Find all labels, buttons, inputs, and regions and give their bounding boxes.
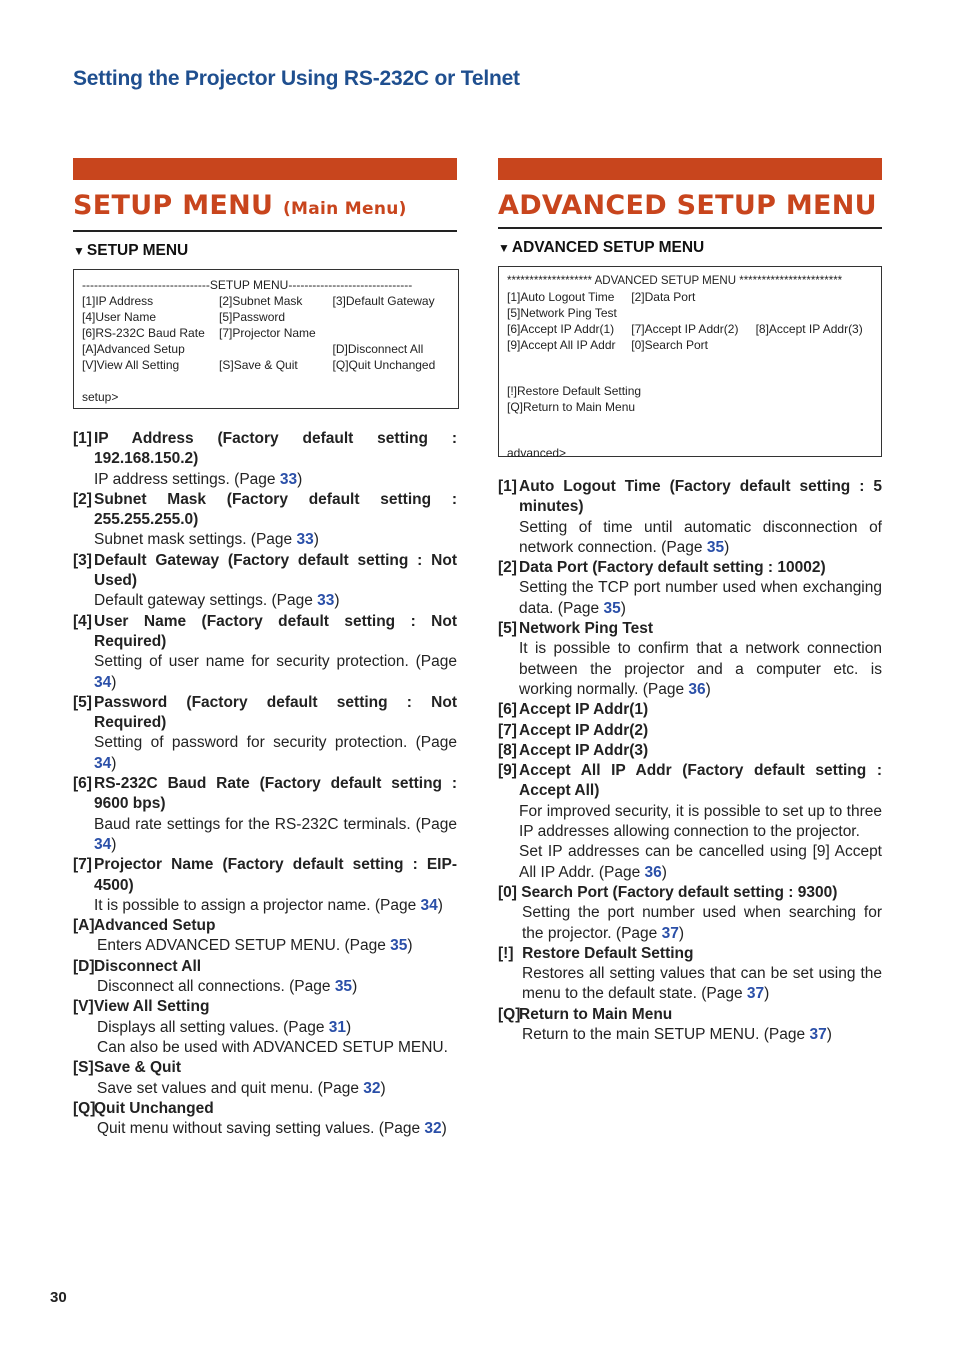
terminal-row	[507, 321, 873, 337]
triangle-down-icon: ▼	[73, 244, 85, 258]
section-color-bar	[73, 158, 457, 180]
menu-item-key: [1]	[73, 430, 92, 447]
menu-item-key: [7]	[498, 721, 517, 739]
menu-item-title: Default Gateway (Factory default setting : Not Used)	[94, 551, 462, 590]
description-text: IP address settings. (Page	[94, 470, 280, 488]
menu-item-key: [!]	[498, 944, 518, 962]
terminal-cell: [V]View All Setting	[82, 358, 180, 372]
terminal-cell: [4]User Name	[82, 310, 157, 324]
terminal-cell: [D]Disconnect All	[332, 342, 424, 356]
menu-item-title: Subnet Mask (Factory default setting : 255.255.255.0)	[94, 490, 462, 529]
page-reference: 35	[390, 937, 408, 955]
description-text: Restores all setting values that can be set using the menu to the default state. (Page	[522, 965, 882, 1003]
terminal-row	[82, 341, 450, 357]
page-reference: 32	[424, 1120, 442, 1138]
menu-item-title: Disconnect All	[94, 957, 202, 975]
description-text: Setting of time until automatic disconnection of network connection. (Page	[519, 518, 882, 556]
menu-item	[73, 1058, 457, 1078]
menu-item	[73, 490, 462, 531]
menu-item-description	[73, 733, 457, 774]
terminal-prompt: advanced>	[507, 446, 567, 460]
page-reference: 33	[279, 470, 298, 488]
menu-item	[498, 944, 882, 964]
page-reference: 34	[420, 896, 438, 914]
terminal-cell	[756, 289, 873, 305]
terminal-row	[507, 289, 873, 305]
description-text: Return to the main SETUP MENU. (Page	[522, 1026, 810, 1044]
menu-item-title: Search Port (Factory default setting : 9300)	[521, 883, 838, 901]
description-text: It is possible to assign a projector name. (Page	[94, 896, 421, 914]
description-suffix: )	[346, 1018, 352, 1036]
terminal-cell: [S]Save & Quit	[219, 358, 298, 372]
terminal-cell: [5]Password	[219, 310, 286, 324]
setup-menu-title-main: SETUP MENU	[73, 190, 274, 221]
terminal-rows	[507, 289, 873, 353]
terminal-cell: [2]Data Port	[631, 290, 696, 304]
terminal-rows-extra	[507, 383, 873, 415]
menu-item-description	[498, 578, 882, 619]
terminal-cell: [7]Projector Name	[219, 326, 316, 340]
description-text: Baud rate settings for the RS-232C terminals. (Page	[94, 815, 457, 833]
advanced-menu-title: ADVANCED SETUP MENU	[498, 188, 882, 229]
menu-item-title: Accept IP Addr(2)	[519, 721, 649, 739]
menu-item-description	[498, 842, 882, 883]
menu-item-description	[498, 903, 882, 944]
description-text: Disconnect all connections. (Page	[97, 978, 335, 996]
page-reference: 35	[334, 978, 353, 996]
menu-item-title: User Name (Factory default setting : Not Required)	[94, 612, 462, 650]
terminal-row	[82, 293, 450, 309]
menu-item-title: Projector Name (Factory default setting : EIP-4500)	[94, 856, 457, 894]
terminal-row	[507, 305, 873, 321]
page-reference: 36	[644, 863, 662, 881]
triangle-down-icon: ▼	[498, 241, 510, 255]
terminal-cell: [9]Accept All IP Addr	[507, 338, 616, 352]
menu-item	[73, 855, 457, 896]
description-suffix: )	[313, 531, 319, 549]
menu-item-title: Password (Factory default setting : Not Required)	[94, 693, 462, 732]
page-reference: 34	[94, 835, 112, 853]
menu-item-description	[73, 652, 457, 693]
menu-item-description	[498, 518, 882, 559]
menu-item	[73, 916, 457, 936]
menu-item-key: [Q]	[73, 1099, 96, 1117]
menu-item	[498, 1005, 882, 1025]
description-suffix: )	[111, 835, 117, 853]
setup-menu-section	[73, 158, 462, 1139]
menu-item-description	[498, 639, 882, 700]
description-text: Quit menu without saving setting values. (Page	[97, 1120, 425, 1138]
menu-item-title: Accept All IP Addr (Factory default setting : Accept All)	[519, 762, 886, 800]
terminal-cell: [7]Accept IP Addr(2)	[631, 322, 739, 336]
terminal-cell	[219, 341, 333, 357]
terminal-row	[82, 309, 450, 325]
menu-item-key: [2]	[498, 559, 517, 577]
description-suffix: )	[661, 863, 667, 881]
menu-item	[73, 551, 462, 592]
menu-item-key: [1]	[498, 478, 517, 495]
terminal-row	[507, 337, 873, 353]
menu-item-title: Accept IP Addr(3)	[519, 741, 649, 759]
description-text: Setting the TCP port number used when exchanging data. (Page	[519, 579, 882, 617]
description-suffix: )	[334, 592, 340, 610]
description-suffix: )	[724, 538, 730, 556]
description-text: For improved security, it is possible to set up to three IP addresses allowing connection to the projector.	[519, 802, 882, 841]
menu-item	[73, 612, 462, 653]
menu-item	[73, 693, 462, 734]
terminal-rows	[82, 293, 450, 373]
menu-item-title: RS-232C Baud Rate (Factory default setting : 9600 bps)	[94, 775, 462, 813]
description-suffix: )	[826, 1026, 832, 1044]
menu-item	[498, 619, 882, 639]
terminal-cell: [2]Subnet Mask	[219, 294, 303, 308]
description-text: Can also be used with ADVANCED SETUP MENU.	[97, 1038, 448, 1056]
menu-item-key: [S]	[73, 1059, 94, 1077]
setup-terminal-screen	[73, 269, 459, 409]
terminal-cell: [5]Network Ping Test	[507, 306, 617, 320]
menu-item	[498, 741, 882, 761]
menu-item-key: [3]	[73, 551, 92, 569]
description-text: Default gateway settings. (Page	[94, 592, 318, 610]
page-reference: 37	[746, 985, 765, 1003]
menu-item	[498, 721, 882, 741]
menu-item-title: Quit Unchanged	[94, 1099, 214, 1117]
description-text: It is possible to confirm that a network connection between the projector and a computer etc. is working normally. (Page	[519, 640, 882, 698]
page-reference: 36	[688, 680, 706, 698]
terminal-row	[82, 357, 450, 373]
menu-item-description	[73, 591, 457, 611]
setup-menu-title	[73, 188, 457, 232]
page-reference: 33	[296, 531, 314, 549]
menu-item	[73, 1099, 457, 1119]
page-reference: 34	[94, 673, 112, 691]
menu-item-title: IP Address (Factory default setting : 192.168.150.2)	[94, 430, 462, 468]
menu-item-key: [5]	[73, 693, 92, 711]
menu-item-key: [9]	[498, 762, 517, 780]
menu-item-title: Restore Default Setting	[517, 944, 694, 962]
menu-item-description	[73, 977, 457, 997]
description-suffix: )	[407, 937, 413, 955]
terminal-cell: [3]Default Gateway	[332, 294, 435, 308]
description-suffix: )	[620, 599, 626, 617]
terminal-row: [Q]Return to Main Menu	[507, 400, 636, 414]
menu-item	[73, 997, 457, 1017]
page-reference: 35	[603, 599, 621, 617]
menu-item-key: [5]	[498, 620, 517, 638]
menu-item-description	[73, 470, 457, 490]
description-text: Subnet mask settings. (Page	[94, 531, 297, 549]
page-reference: 35	[706, 538, 725, 556]
terminal-cell	[333, 325, 450, 341]
description-suffix: )	[380, 1079, 386, 1097]
description-text: Setting of password for security protection. (Page	[94, 734, 457, 752]
menu-item-key: [8]	[498, 741, 517, 759]
description-suffix: )	[678, 924, 685, 942]
menu-item-key: [4]	[73, 612, 92, 630]
terminal-prompt: setup>	[82, 390, 119, 404]
menu-item-key: [Q]	[498, 1005, 521, 1023]
terminal-cell	[631, 305, 755, 321]
menu-item-title: Network Ping Test	[519, 620, 654, 638]
menu-item-key: [A]	[73, 917, 95, 935]
menu-item-key: [V]	[73, 998, 94, 1016]
menu-item-description	[73, 530, 457, 550]
terminal-cell: [1]Auto Logout Time	[507, 290, 615, 304]
page-reference: 32	[363, 1079, 381, 1097]
terminal-row: [!]Restore Default Setting	[507, 384, 642, 398]
menu-item	[498, 883, 882, 903]
menu-item-description	[73, 815, 457, 856]
description-suffix: )	[352, 978, 358, 996]
menu-item-key: [D]	[73, 957, 95, 975]
menu-item-key: [6]	[73, 775, 92, 793]
menu-item-key: [2]	[73, 490, 92, 508]
description-text: Setting the port number used when searching for the projector. (Page	[522, 904, 882, 942]
setup-item-list	[73, 429, 462, 1139]
terminal-row	[82, 325, 450, 341]
menu-item-title: Save & Quit	[94, 1059, 181, 1077]
menu-item-description	[73, 1079, 457, 1099]
setup-menu-subhead-label: SETUP MENU	[86, 242, 189, 259]
setup-menu-title-sub: (Main Menu)	[282, 199, 407, 219]
description-suffix: )	[111, 673, 117, 691]
advanced-menu-subhead	[498, 239, 882, 257]
page-reference: 33	[317, 592, 335, 610]
section-color-bar	[498, 158, 882, 180]
menu-item-title: Auto Logout Time (Factory default setting : 5 minutes)	[519, 478, 887, 516]
menu-item-title: Data Port (Factory default setting : 10002)	[519, 559, 826, 577]
description-text: Setting of user name for security protection. (Page	[94, 653, 457, 671]
page-reference: 34	[94, 754, 112, 772]
menu-item-key: [7]	[73, 856, 92, 874]
menu-item-title: Accept IP Addr(1)	[519, 701, 649, 719]
advanced-item-list	[498, 477, 887, 1045]
menu-item	[73, 774, 462, 815]
menu-item-key: [0]	[498, 883, 522, 901]
description-text: Displays all setting values. (Page	[97, 1018, 329, 1036]
description-text: Enters ADVANCED SETUP MENU. (Page	[97, 937, 391, 955]
menu-item	[73, 957, 457, 977]
page-heading: Setting the Projector Using RS-232C or Telnet	[73, 67, 520, 90]
description-suffix: )	[437, 896, 443, 914]
terminal-cell: [0]Search Port	[631, 338, 708, 352]
menu-item-description	[498, 1025, 882, 1045]
description-text: Set IP addresses can be cancelled using [9] Accept All IP Addr. (Page	[519, 843, 882, 881]
terminal-cell: [1]IP Address	[82, 294, 154, 308]
menu-item	[498, 477, 887, 518]
menu-item-description	[498, 802, 882, 843]
menu-item-description	[73, 1119, 457, 1139]
terminal-header: --------------------------------SETUP MENU-------------------------------	[82, 278, 413, 292]
advanced-terminal-screen	[498, 266, 882, 460]
setup-menu-subhead	[73, 242, 457, 260]
advanced-menu-subhead-label: ADVANCED SETUP MENU	[511, 239, 705, 256]
description-suffix: )	[297, 470, 303, 488]
description-suffix: )	[111, 754, 117, 772]
menu-item-title: View All Setting	[94, 998, 210, 1016]
terminal-cell: [Q]Quit Unchanged	[332, 358, 436, 372]
advanced-setup-menu-section	[498, 158, 887, 1045]
terminal-cell	[756, 305, 873, 321]
description-text: Save set values and quit menu. (Page	[97, 1079, 364, 1097]
menu-item-description	[73, 1038, 457, 1058]
menu-item-title: Return to Main Menu	[519, 1005, 673, 1023]
menu-item-key: [6]	[498, 701, 517, 719]
page-reference: 37	[809, 1026, 827, 1044]
terminal-cell	[333, 309, 450, 325]
menu-item-description	[73, 1018, 457, 1038]
terminal-cell: [6]RS-232C Baud Rate	[82, 326, 205, 340]
terminal-cell: [8]Accept IP Addr(3)	[755, 322, 863, 336]
page-reference: 37	[661, 924, 679, 942]
menu-item	[498, 700, 882, 720]
page-reference: 31	[328, 1018, 347, 1036]
description-suffix: )	[441, 1120, 447, 1138]
menu-item	[498, 761, 886, 802]
menu-item-description	[73, 896, 457, 916]
menu-item	[73, 429, 462, 470]
terminal-cell	[756, 337, 873, 353]
menu-item-description	[498, 964, 882, 1005]
page-number: 30	[50, 1289, 67, 1306]
description-suffix: )	[764, 985, 770, 1003]
menu-item-title: Advanced Setup	[94, 917, 216, 935]
menu-item-description	[73, 936, 457, 956]
terminal-cell: [6]Accept IP Addr(1)	[507, 322, 615, 336]
terminal-cell: [A]Advanced Setup	[82, 342, 185, 356]
description-suffix: )	[705, 680, 711, 698]
terminal-header: ******************* ADVANCED SETUP MENU ***********************	[507, 275, 843, 287]
menu-item	[498, 558, 882, 578]
